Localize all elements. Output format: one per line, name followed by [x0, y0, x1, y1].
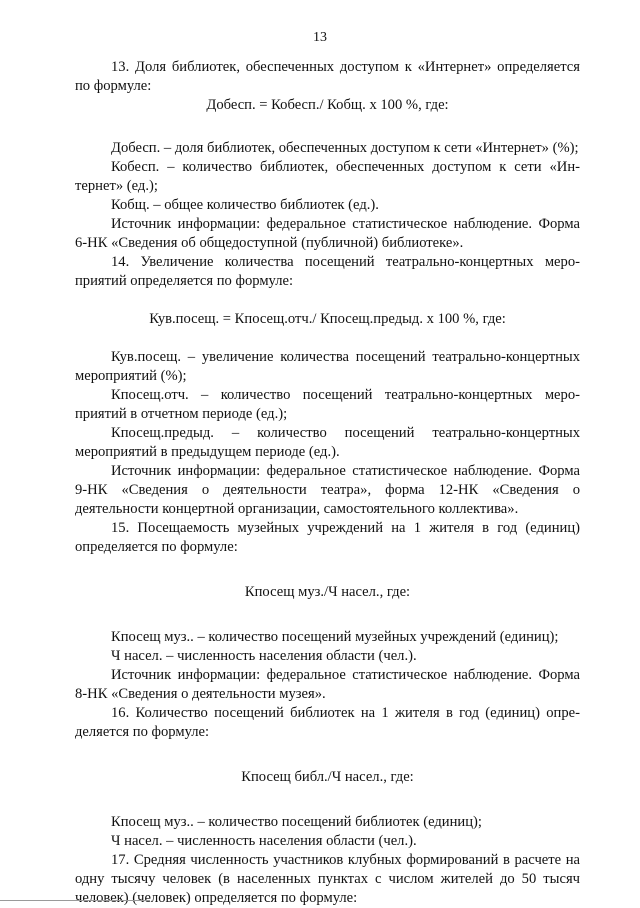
- paragraph: 14. Увеличение количества посещений театрально-концертных мероприятий определяется по формуле:: [75, 254, 580, 289]
- paragraph: Кпосещ.отч. – количество посещений театрально-концертных мероприятий в отчетном периоде (ед.);: [75, 387, 580, 422]
- paragraph: Источник информации: федеральное статистическое наблюдение. Форма 9-НК «Сведения о деятельности театра», форма 12-НК «Сведения о деятельности концертной организации, самостоятельного коллектива».: [75, 463, 580, 517]
- paragraph: 17. Средняя численность участников клубных формирований в расчете на одну тысячу человек (в населенных пунктах с числом жителей до 50 тысяч человек) (человек) определяется по формуле:: [75, 852, 580, 906]
- paragraph: 16. Количество посещений библиотек на 1 жителя в год (единиц) определяется по формуле:: [75, 705, 580, 740]
- paragraph: Ч насел. – численность населения области (чел.).: [111, 648, 417, 664]
- document-body: [75, 58, 580, 908]
- paragraph: 15. Посещаемость музейных учреждений на 1 жителя в год (единиц) определяется по формуле:: [75, 520, 580, 555]
- formula-line: Кпосещ муз./Ч насел., где:: [244, 584, 411, 600]
- paragraph: Кобщ. – общее количество библиотек (ед.).: [111, 197, 379, 213]
- formula-line: Кпосещ библ./Ч насел., где:: [241, 769, 414, 785]
- paragraph: 13. Доля библиотек, обеспеченных доступом к «Интернет» определяется по формуле:: [75, 59, 580, 94]
- paragraph: Ч насел. – численность населения области (чел.).: [111, 833, 417, 849]
- paragraph: Кпосещ муз.. – количество посещений библиотек (единиц);: [111, 814, 482, 830]
- paragraph: Добесп. – доля библиотек, обеспеченных доступом к сети «Интернет» (%);: [111, 140, 579, 156]
- footer-rule: [0, 900, 150, 901]
- paragraph: Кобесп. – количество библиотек, обеспеченных доступом к сети «Интернет» (ед.);: [75, 159, 580, 194]
- paragraph: Источник информации: федеральное статистическое наблюдение. Форма 6-НК «Сведения об общедоступной (публичной) библиотеке».: [75, 216, 580, 251]
- page-number: 13: [313, 30, 327, 45]
- paragraph: Кпосещ муз.. – количество посещений музейных учреждений (единиц);: [111, 629, 559, 645]
- formula-line: Кув.посещ. = Кпосещ.отч./ Кпосещ.предыд. х 100 %, где:: [149, 311, 506, 327]
- paragraph: Кпосещ.предыд. – количество посещений театрально-концертных мероприятий в предыдущем периоде (ед.).: [75, 425, 580, 460]
- paragraph: Кув.посещ. – увеличение количества посещений театрально-концертных мероприятий (%);: [75, 349, 580, 384]
- paragraph: Источник информации: федеральное статистическое наблюдение. Форма 8-НК «Сведения о деятельности музея».: [75, 667, 580, 702]
- formula-line: Добесп. = Кобесп./ Кобщ. х 100 %, где:: [206, 97, 449, 113]
